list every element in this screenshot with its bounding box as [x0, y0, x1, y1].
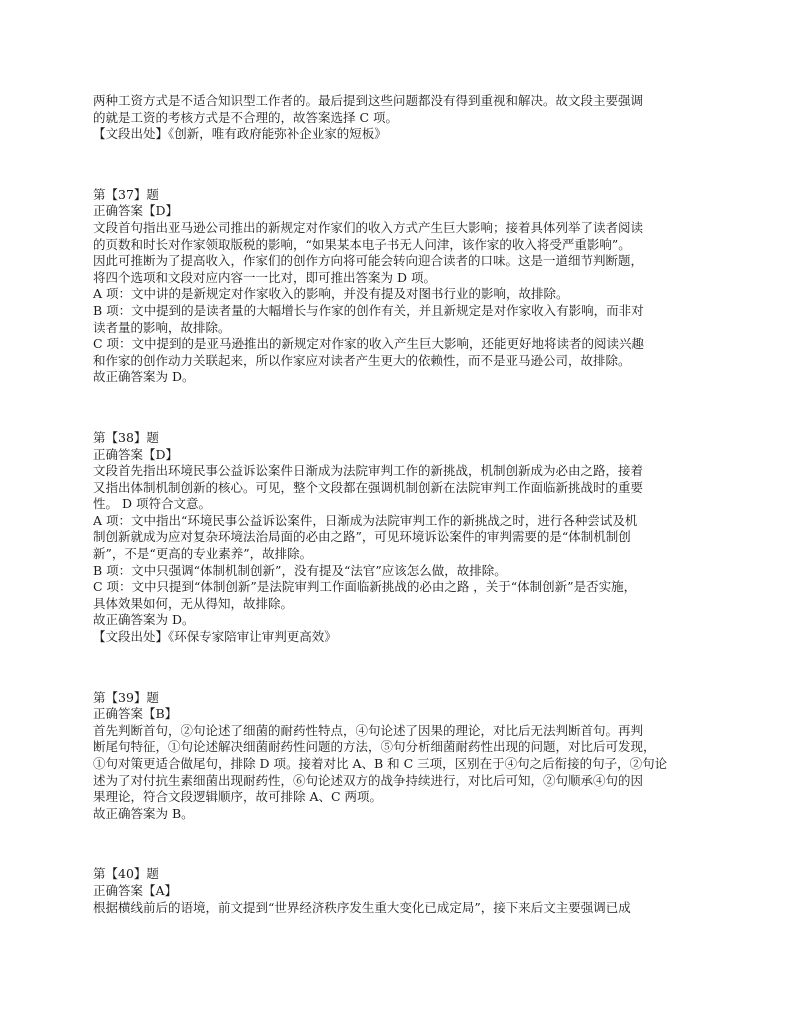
conclusion-line: 故正确答案为 D。 [93, 612, 195, 628]
text-line: 果理论，符合文段逻辑顺序，故可排除 A、C 两项。 [93, 789, 383, 805]
document-page [93, 93, 718, 916]
question-title: 第【37】题 [93, 186, 159, 202]
text-line: 和作家的创作动力关联起来，所以作家应对读者产生更大的依赖性，而不是亚马逊公司，故排除。 [93, 352, 631, 368]
conclusion-line: 故正确答案为 B。 [93, 805, 194, 821]
text-line: 具体效果如何，无从得知，故排除。 [93, 595, 294, 611]
text-line: 又指出体制机制创新的核心。可见，整个文段都在强调机制创新在法院审判工作面临新挑战时的重要 [93, 479, 644, 495]
question-38 [93, 430, 718, 646]
text-line: ①句对策更适合做尾句，排除 D 项。接着对比 A、B 和 C 三项，区别在于④句之后衔接的句子，②句论 [93, 756, 668, 771]
source-line: 【文段出处】《创新，唯有政府能弥补企业家的短板》 [93, 126, 387, 142]
conclusion-line: 故正确答案为 D。 [93, 369, 195, 385]
text-line: 根据横线前后的语境，前文提到“世界经济秩序发生重大变化已成定局”，接下来后文主要强调已成 [93, 899, 631, 915]
text-line: 制创新就成为应对复杂环境法治局面的必由之路”，可见环境诉讼案件的审判需要的是“体制机制创 [93, 529, 631, 545]
text-line: 新”，不是“更高的专业素养”，故排除。 [93, 546, 313, 562]
question-37 [93, 187, 718, 386]
text-line: 文段首先指出环境民事公益诉讼案件日渐成为法院审判工作的新挑战，机制创新成为必由之路，接着 [93, 463, 644, 479]
question-title: 第【39】题 [93, 689, 159, 705]
text-line: 两种工资方式是不适合知识型工作者的。最后提到这些问题都没有得到重视和解决。故文段主要强调 [93, 93, 644, 108]
answer-line: 正确答案【D】 [93, 446, 179, 462]
question-title: 第【38】题 [93, 429, 159, 445]
answer-line: 正确答案【B】 [93, 706, 178, 722]
source-line: 【文段出处】《环保专家陪审让审判更高效》 [93, 629, 337, 645]
text-line: 因此可推断为了提高收入，作家们的创作方向将可能会转向迎合读者的口味。这是一道细节判断题， [93, 253, 644, 269]
text-line: C 项：文中只提到“体制创新”是法院审判工作面临新挑战的必由之路 ，关于“体制创新”是否实施， [93, 579, 637, 595]
text-line: A 项：文中指出“环境民事公益诉讼案件，日渐成为法院审判工作的新挑战之时，进行各种尝试及机 [93, 512, 638, 528]
text-line: 述为了对付抗生素细菌出现耐药性，⑥句论述双方的战争持续进行，对比后可知，②句顺承④句的因 [93, 772, 644, 788]
text-line: 首先判断首句，②句论述了细菌的耐药性特点，④句论述了因果的理论，对比后无法判断首句。再判 [93, 722, 644, 738]
text-line: C 项：文中提到的是亚马逊推出的新规定对作家的收入产生巨大影响，还能更好地将读者的阅读兴趣 [93, 336, 645, 352]
question-40 [93, 866, 718, 916]
question-title: 第【40】题 [93, 866, 159, 882]
answer-line: 正确答案【D】 [93, 203, 179, 219]
text-line: 文段首句指出亚马逊公司推出的新规定对作家们的收入方式产生巨大影响；接着具体列举了读者阅读 [93, 219, 644, 235]
text-line: 将四个选项和文段对应内容一一比对，即可推出答案为 D 项。 [93, 269, 436, 285]
text-line: 读者量的影响，故排除。 [93, 319, 231, 335]
answer-line: 正确答案【A】 [93, 882, 178, 898]
intro-section [93, 93, 718, 143]
text-line: B 项：文中提到的是读者量的大幅增长与作家的创作有关，并且新规定是对作家收入有影响，而非对 [93, 302, 644, 318]
text-line: 性。 D 项符合文意。 [93, 496, 211, 512]
text-line: 断尾句特征，①句论述解决细菌耐药性问题的方法，⑤句分析细菌耐药性出现的问题，对比后可发现， [93, 739, 656, 755]
text-line: A 项：文中讲的是新规定对作家收入的影响，并没有提及对图书行业的影响，故排除。 [93, 286, 569, 302]
question-39 [93, 690, 718, 823]
text-line: 的页数和时长对作家领取版税的影响，“如果某本电子书无人问津，该作家的收入将受严重影响”。 [93, 236, 631, 252]
text-line: B 项：文中只强调“体制机制创新”，没有提及“法官”应该怎么做，故排除。 [93, 562, 507, 578]
text-line: 的就是工资的考核方式是不合理的，故答案选择 C 项。 [93, 109, 399, 125]
